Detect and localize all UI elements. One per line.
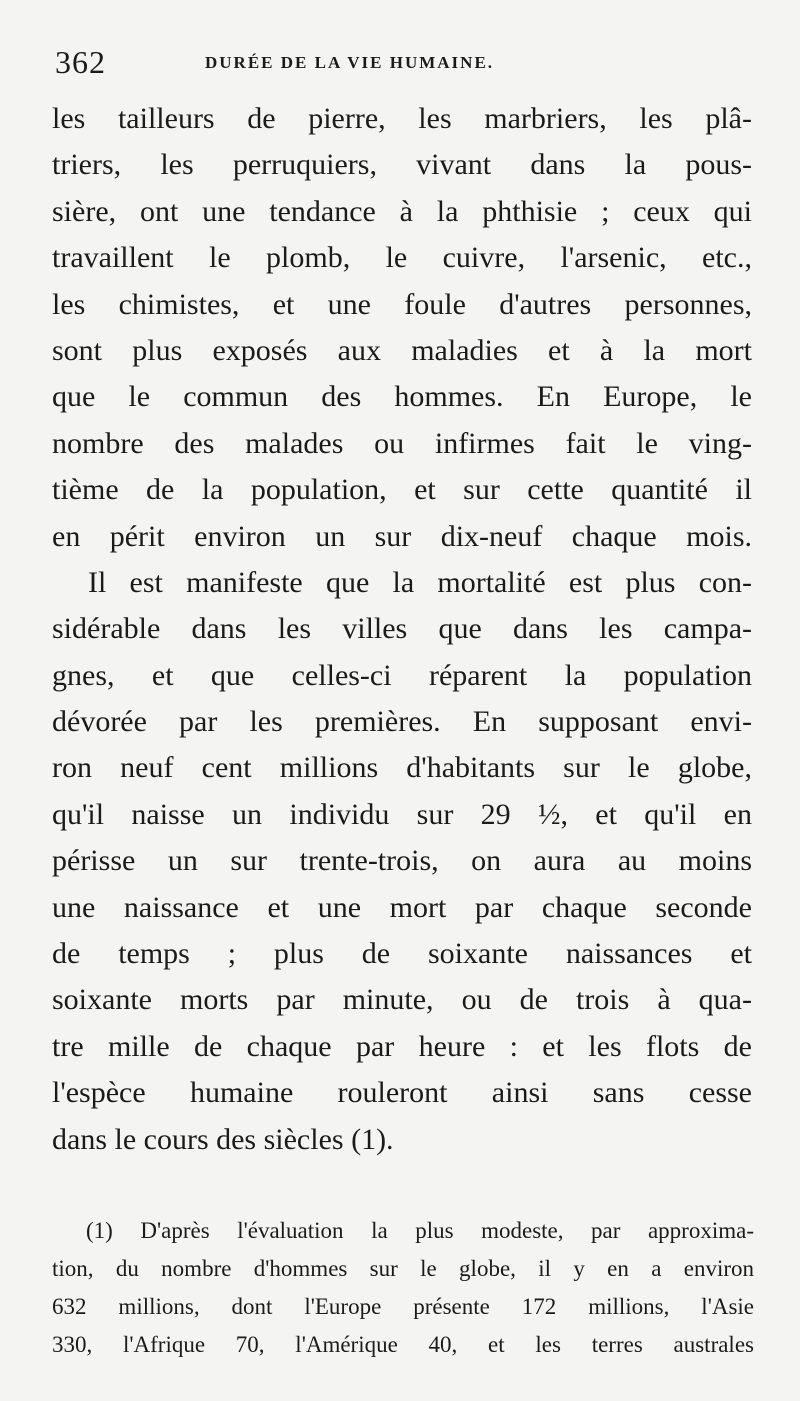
text-line: périsse un sur trente-trois, on aura au moins <box>52 844 752 878</box>
text-line: travaillent le plomb, le cuivre, l'arsenic, etc., <box>52 241 752 275</box>
text-line: que le commun des hommes. En Europe, le <box>52 380 752 414</box>
page-header <box>55 44 755 84</box>
text-line: sière, ont une tendance à la phthisie ; ceux qui <box>52 194 752 228</box>
page-number: 362 <box>55 44 106 80</box>
footnote-line: tion, du nombre d'hommes sur le globe, il y en a environ <box>52 1256 754 1281</box>
text-line: gnes, et que celles-ci réparent la population <box>52 658 752 692</box>
text-line: tième de la population, et sur cette quantité il <box>52 473 752 507</box>
footnote-line: (1) D'après l'évaluation la plus modeste, par approxima- <box>86 1218 754 1243</box>
text-line: les tailleurs de pierre, les marbriers, les plâ- <box>52 102 752 135</box>
text-line: soixante morts par minute, ou de trois à qua- <box>52 983 752 1017</box>
text-line: ron neuf cent millions d'habitants sur le globe, <box>52 751 752 785</box>
text-line: dévorée par les premières. En supposant envi- <box>52 705 752 739</box>
text-line: tre mille de chaque par heure : et les flots de <box>52 1029 752 1063</box>
text-line: l'espèce humaine rouleront ainsi sans cesse <box>52 1076 752 1110</box>
text-line: sont plus exposés aux maladies et à la mort <box>52 333 752 367</box>
footnote-line: 632 millions, dont l'Europe présente 172 millions, l'Asie <box>52 1294 754 1319</box>
running-head: DURÉE DE LA VIE HUMAINE. <box>205 53 495 72</box>
body-text <box>52 96 752 1163</box>
text-line: en périt environ un sur dix-neuf chaque mois. <box>52 519 752 553</box>
paragraph-start-line: Il est manifeste que la mortalité est plus con- <box>88 565 752 599</box>
text-line: qu'il naisse un individu sur 29 ½, et qu'il en <box>52 797 752 831</box>
text-line: dans le cours des siècles (1). <box>52 1122 394 1156</box>
text-line: triers, les perruquiers, vivant dans la pous- <box>52 148 752 182</box>
footnote <box>52 1212 754 1364</box>
text-line: une naissance et une mort par chaque seconde <box>52 890 752 924</box>
text-line: nombre des malades ou infirmes fait le ving- <box>52 426 752 460</box>
text-line: les chimistes, et une foule d'autres personnes, <box>52 287 752 321</box>
text-line: sidérable dans les villes que dans les campa- <box>52 612 752 646</box>
text-line: de temps ; plus de soixante naissances et <box>52 937 752 971</box>
footnote-line: 330, l'Afrique 70, l'Amérique 40, et les terres australes <box>52 1332 754 1357</box>
